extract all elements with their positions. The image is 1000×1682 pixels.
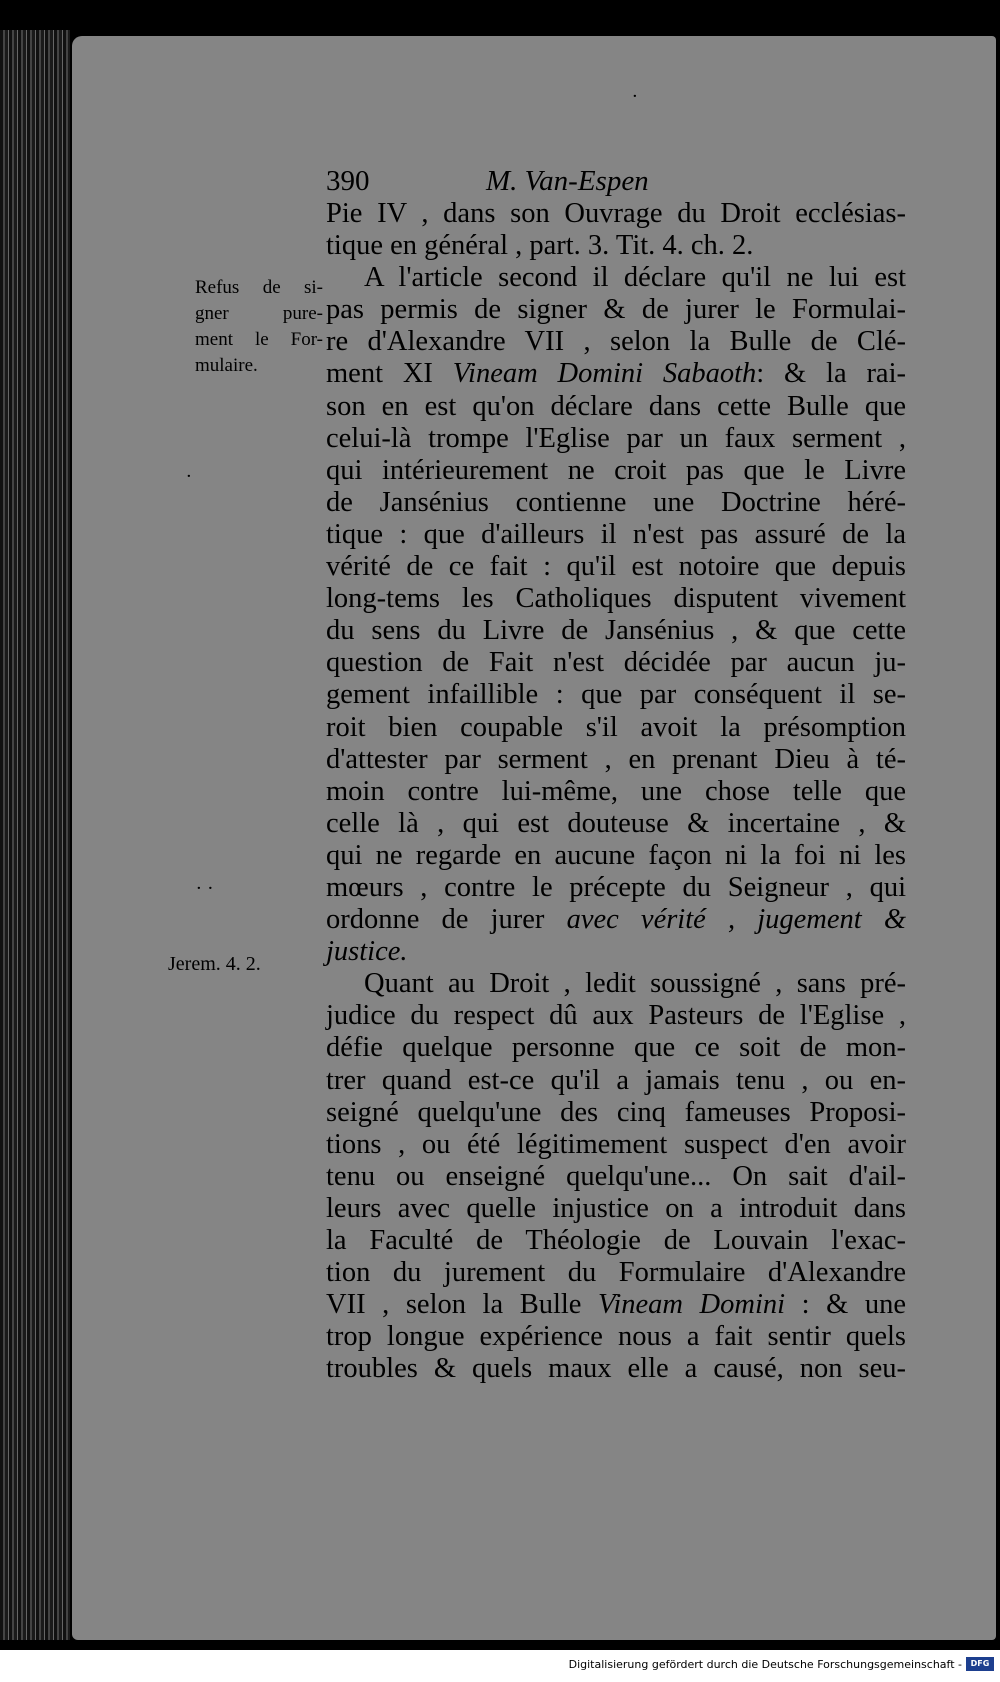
dfg-logo: DFG xyxy=(966,1657,994,1671)
text-line: leurs avec quelle injustice on a introduit dans xyxy=(326,1192,906,1224)
text-line: roit bien coupable s'il avoit la présomption xyxy=(326,711,906,743)
text-line: moin contre lui-même, une chose telle que xyxy=(326,775,906,807)
margin-note-line: mulaire. xyxy=(195,355,258,376)
text-line: la Faculté de Théologie de Louvain l'exac- xyxy=(326,1225,906,1256)
text-line: re d'Alexandre VII , selon la Bulle de Clé- xyxy=(326,326,906,358)
text-line: long-tems les Catholiques disputent vivement xyxy=(326,583,906,615)
running-title: M. Van-Espen xyxy=(486,165,649,197)
text-run: ordonne de jurer xyxy=(326,904,545,936)
text-line xyxy=(326,904,906,936)
text-run: ment XI xyxy=(326,358,433,390)
text-line: pas permis de signer & de jurer le Formulai- xyxy=(326,294,906,326)
text-line xyxy=(326,358,906,390)
margin-note-refus xyxy=(195,275,323,379)
text-line: Quant au Droit , ledit soussigné , sans pré- xyxy=(364,968,906,1000)
text-line: tenu ou enseigné quelqu'une... On sait d'ail- xyxy=(326,1160,906,1192)
text-line: du sens du Livre de Jansénius , & que cette xyxy=(326,615,906,647)
text-line: défie quelque personne que ce soit de mon- xyxy=(326,1032,906,1064)
text-line: d'attester par serment , en prenant Dieu à té- xyxy=(326,743,906,775)
speck-dot: · · xyxy=(196,878,214,899)
margin-note-line: Refus de si- xyxy=(195,277,323,298)
text-line xyxy=(326,1289,906,1321)
body-text xyxy=(326,198,906,1385)
italic-title: Vineam Domini xyxy=(598,1289,786,1321)
speck-dot: · xyxy=(632,86,638,107)
book-binding-edge xyxy=(0,30,70,1640)
text-line: celle là , qui est douteuse & incertaine , & xyxy=(326,807,906,839)
text-line: mœurs , contre le précepte du Seigneur , qui xyxy=(326,871,906,903)
text-line: celui-là trompe l'Eglise par un faux serment , xyxy=(326,422,906,454)
text-line: tions , ou été légitimement suspect d'en avoir xyxy=(326,1128,906,1160)
text-line: judice du respect dû aux Pasteurs de l'Eglise , xyxy=(326,1000,906,1032)
text-line: question de Fait n'est décidée par aucun ju- xyxy=(326,647,906,679)
text-line: qui ne regarde en aucune façon ni la foi ni les xyxy=(326,839,906,871)
text-line: A l'article second il déclare qu'il ne lui est xyxy=(364,262,906,294)
text-line: tion du jurement du Formulaire d'Alexandre xyxy=(326,1257,906,1289)
page-number: 390 xyxy=(326,165,370,197)
text-run: : & la rai- xyxy=(756,358,906,390)
italic-phrase: avec vérité , jugement & xyxy=(566,904,907,936)
funding-credit: Digitalisierung gefördert durch die Deutsche Forschungsgemeinschaft - xyxy=(568,1658,962,1671)
text-line xyxy=(326,936,906,968)
text-line: tique en général , part. 3. Tit. 4. ch. 2. xyxy=(326,230,754,262)
italic-title: Vineam Domini Sabaoth xyxy=(452,358,757,390)
text-line: gement infaillible : que par conséquent il se- xyxy=(326,679,906,711)
margin-note-line: gner pure- xyxy=(195,303,323,324)
italic-phrase: justice. xyxy=(326,936,408,968)
text-line: trop longue expérience nous a fait sentir quels xyxy=(326,1321,906,1353)
text-line: de Jansénius contienne une Doctrine héré- xyxy=(326,486,906,518)
text-line: son en est qu'on déclare dans cette Bulle que xyxy=(326,390,906,422)
text-line: trer quand est-ce qu'il a jamais tenu , ou en- xyxy=(326,1064,906,1096)
text-line: vérité de ce fait : qu'il est notoire que depuis xyxy=(326,551,906,583)
text-run: : & une xyxy=(801,1289,906,1321)
text-line: Pie IV , dans son Ouvrage du Droit ecclésias- xyxy=(326,198,906,229)
text-line: qui intérieurement ne croit pas que le Livre xyxy=(326,454,906,486)
text-line: troubles & quels maux elle a causé, non seu- xyxy=(326,1353,906,1385)
speck-dot: · xyxy=(186,466,192,487)
digitization-footer xyxy=(0,1650,1000,1682)
margin-note-jerem: Jerem. 4. 2. xyxy=(168,953,261,975)
text-line: tique : que d'ailleurs il n'est pas assuré de la xyxy=(326,518,906,550)
text-line: seigné quelqu'une des cinq fameuses Proposi- xyxy=(326,1096,906,1128)
margin-note-line: ment le For- xyxy=(195,329,323,350)
text-run: VII , selon la Bulle xyxy=(326,1289,582,1321)
